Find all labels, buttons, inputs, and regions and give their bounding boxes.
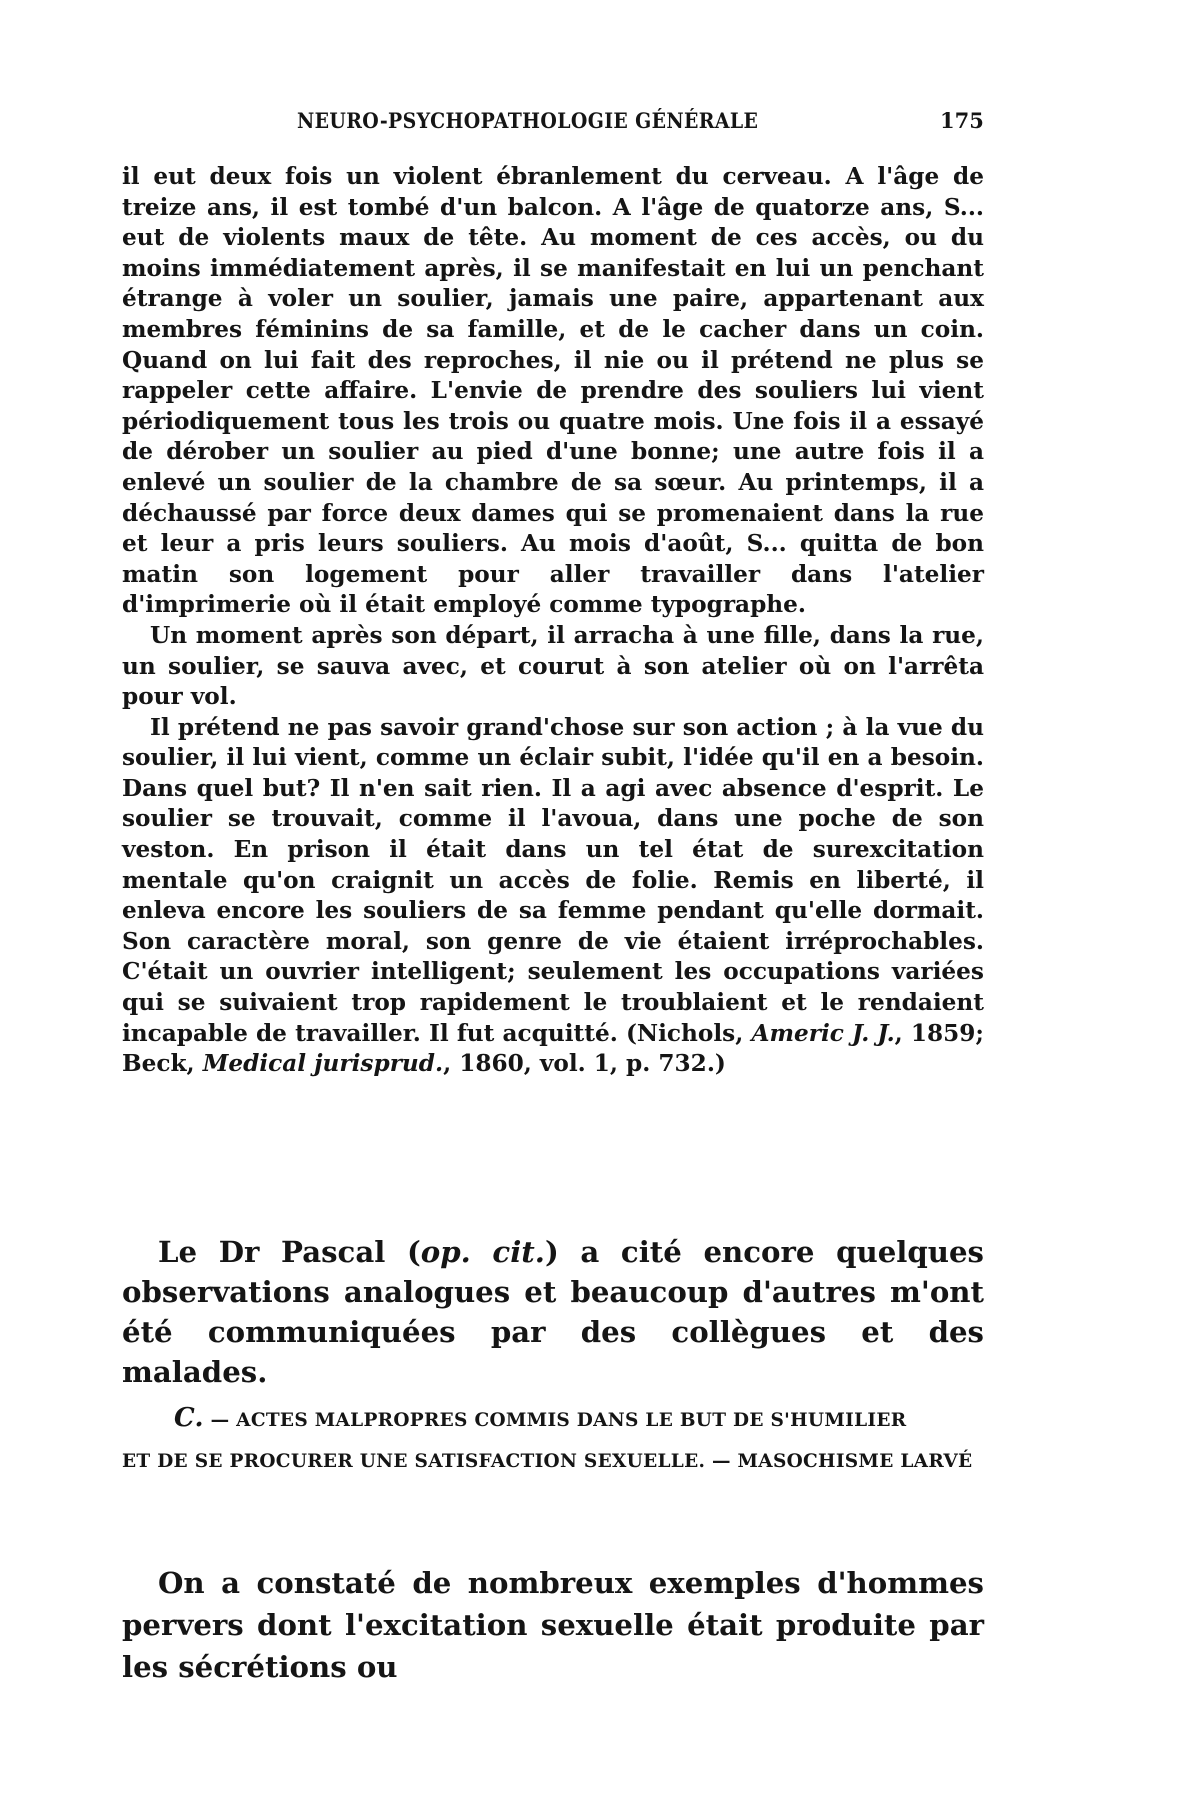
main-paragraph-start: Le Dr Pascal ( (158, 1235, 421, 1269)
section-heading (122, 1398, 984, 1482)
reference-title-americ: Americ J. J. (751, 1019, 895, 1047)
reference-end: , 1860, vol. 1, p. 732.) (443, 1050, 726, 1078)
reference-middle: , 1859; Beck, (122, 1019, 984, 1078)
page-number: 175 (940, 108, 984, 133)
section-heading-line-1 (122, 1398, 984, 1441)
main-paragraph-end: ) a cité encore quelques observations analogues et beaucoup d'autres m'ont été communiquées par des collègues et des malades. (122, 1235, 984, 1389)
case-paragraph-3-text: Il prétend ne pas savoir grand'chose sur son action ; à la vue du soulier, il lui vient, comme un éclair subit, l'idée qu'il en a besoin. Dans quel but? Il n'en sait rien. Il a agi avec absence d'esprit. Le soulier se trouvait, comme il l'avoua, dans une poche de son veston. En prison il était dans un tel état de surexcitation mentale qu'on craignit un accès de folie. Remis en liberté, il enleva encore les souliers de sa femme pendant qu'elle dormait. Son caractère moral, son genre de vie étaient irréprochables. C'était un ouvrier intelligent; seulement les occupations variées qui se suivaient trop rapidement le troublaient et le rendaient incapable de travailler. Il fut acquitté. (Nichols, (122, 713, 984, 1047)
closing-paragraph (122, 1562, 984, 1688)
main-paragraph-text (122, 1232, 984, 1392)
case-paragraph-3 (122, 713, 984, 1080)
reference-title-medical: Medical jurisprud. (202, 1050, 444, 1078)
section-heading-line-2: ET DE SE PROCURER UNE SATISFACTION SEXUELLE. — MASOCHISME LARVÉ (122, 1451, 973, 1472)
closing-paragraph-text: On a constaté de nombreux exemples d'hommes pervers dont l'excitation sexuelle était produite par les sécrétions ou (122, 1566, 984, 1684)
section-title-part-1: — ACTES MALPROPRES COMMIS DANS LE BUT DE S'HUMILIER (210, 1410, 907, 1431)
case-paragraph-1: il eut deux fois un violent ébranlement du cerveau. A l'âge de treize ans, il est tombé d'un balcon. A l'âge de quatorze ans, S... eut de violents maux de tête. Au moment de ces accès, ou du moins immédiatement après, il se manifestait en lui un penchant étrange à voler un soulier, jamais une paire, appartenant aux membres féminins de sa famille, et de le cacher dans un coin. Quand on lui fait des reproches, il nie ou il prétend ne plus se rappeler cette affaire. L'envie de prendre des souliers lui vient périodiquement tous les trois ou quatre mois. Une fois il a essayé de dérober un soulier au pied d'une bonne; une autre fois il a enlevé un soulier de la chambre de sa sœur. Au printemps, il a déchaussé par force deux dames qui se promenaient dans la rue et leur a pris leurs souliers. Au mois d'août, S... quitta de bon matin son logement pour aller travailler dans l'atelier d'imprimerie où il était employé comme typographe. (122, 163, 984, 619)
running-title: NEURO-PSYCHOPATHOLOGIE GÉNÉRALE (297, 108, 759, 133)
page-header (125, 108, 984, 142)
citation-op-cit: op. cit. (420, 1235, 545, 1269)
section-letter: C. (174, 1403, 204, 1433)
main-paragraph (122, 1232, 984, 1392)
case-report-text (122, 162, 984, 1080)
case-paragraph-2: Un moment après son départ, il arracha à une fille, dans la rue, un soulier, se sauva avec, et courut à son atelier où on l'arrêta pour vol. (122, 621, 984, 711)
